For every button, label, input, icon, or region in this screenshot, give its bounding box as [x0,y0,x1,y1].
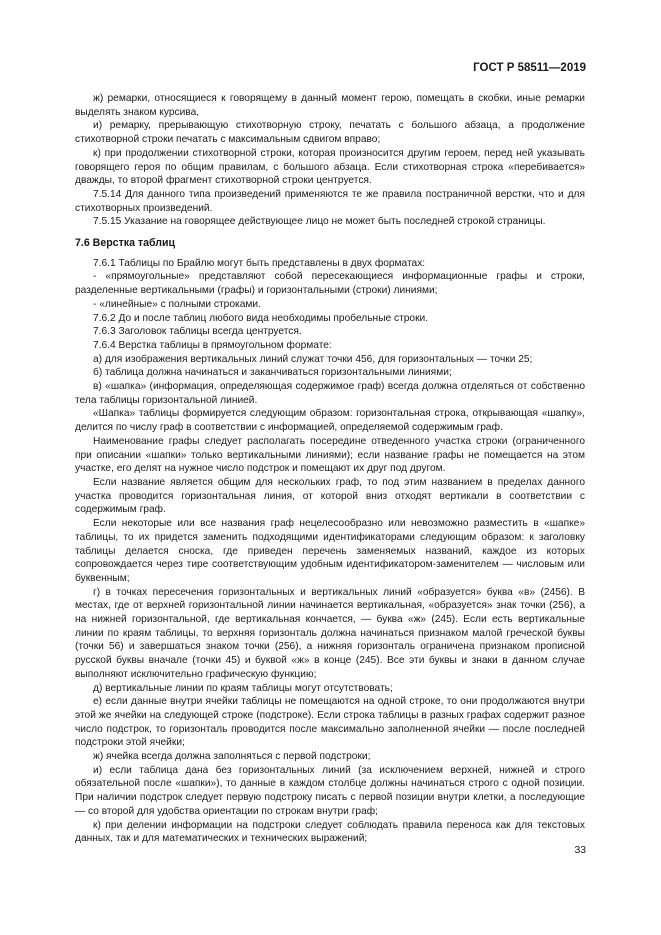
paragraph: а) для изображения вертикальных линий служат точки 456, для горизонтальных — точки 25; [93,353,533,365]
paragraph: 7.6.4 Верстка таблицы в прямоугольном формате: [93,339,332,351]
paragraph: и) если таблица дана без горизонтальных линий (за исключением верхней, нижней и строго обязательной после «шапки»), то данные в каждом столбце должны начинаться строго с одной позиции. При наличии подстрок следует первую подстроку писать с первой позиции внутри клетки, а последующие — со второй для удобства ориентации по строкам внутри граф; [75,764,585,817]
paragraph: 7.6.2 До и после таблиц любого вида необходимы пробельные строки. [93,312,429,324]
paragraph: ж) ремарки, относящиеся к говорящему в данный момент герою, помещать в скобки, иные ремарки выделять знаком курсива, [75,93,585,118]
paragraph: 7.5.15 Указание на говорящее действующее лицо не может быть последней строкой страницы. [93,216,546,228]
paragraph: - «прямоугольные» представляют собой пересекающиеся информационные графы и строки, разделенные вертикальными (графы) и горизонтальными (строки) линиями; [75,271,585,297]
paragraph: 7.6.1 Таблицы по Брайлю могут быть представлены в двух форматах: [93,257,426,269]
paragraph: «Шапка» таблицы формируется следующим образом: горизонтальная строка, открывающая «шапку», делится по числу граф в соответствии с информацией, определяемой содержимым граф. [75,408,585,434]
paragraph: в) «шапка» (информация, определяющая содержимое граф) всегда должна отделяться от собственно тела таблицы горизонтальной линией. [75,381,585,406]
paragraph: Если некоторые или все названия граф нецелесообразно или невозможно разместить в «шапке» таблицы, то их придется заменить подходящими идентификаторами следующим образом: к заголовку таблицы делается сноска, где приведен перечень заменяемых названий, каждое из которых сопровождается через тире соответствующим удобным идентификатором-заменителем — числовым или буквенным; [75,518,585,584]
paragraph: - «линейные» с полными строками. [93,298,261,310]
paragraph: 7.6.3 Заголовок таблицы всегда центруется. [93,326,302,338]
paragraphs-after [75,257,585,846]
paragraph: г) в точках пересечения горизонтальных и вертикальных линий «образуется» буква «в» (2456). В местах, где от верхней горизонтальной линии начинается вертикальная, «образуется» знак точки (256), а на нижней горизонтальной, где вертикальная кончается, — буква «ж» (245). Если есть вертикальные линии по краям таблицы, то верхняя горизонталь должна начинаться признаком малой греческой буквы (точки 56) и завершаться знаком точки (256), а нижняя горизонталь ограничена признаком прописной русской буквы вначале (точки 45) и буквой «ж» в конце (245). Все эти буквы и знаки в данном случае выполняют исключительно графическую функцию; [75,586,585,680]
page-body [75,92,585,846]
paragraph: ж) ячейка всегда должна заполняться с первой подстроки; [93,751,371,763]
paragraph: Если название является общим для нескольких граф, то под этим названием в пределах данного участка проводится горизонтальная линия, от которой вниз отходят вертикали в соответствии с содержимым граф. [75,476,585,516]
section-heading: 7.6 Верстка таблиц [75,237,176,250]
document-code: ГОСТ Р 58511—2019 [473,62,586,74]
paragraph: и) ремарку, прерывающую стихотворную строку, печатать с большого абзаца, а продолжение стихотворной строки печатать с максимальным сдвигом вправо; [75,120,585,146]
paragraph: к) при продолжении стихотворной строки, которая произносится другим героем, перед ней указывать говорящего героя по общим правилам, с большого абзаца. Если стихотворная строка «перебивается» дважды, то второй фрагмент стихотворной строки центруется. [75,147,585,187]
paragraph: Наименование графы следует располагать посередине отведенного участка строки (ограниченного при описании «шапки» только вертикальными линиями); если название графы не помещается на этом участке, его делят на нужное число подстрок и помещают их друг под другом. [75,435,585,475]
paragraph: б) таблица должна начинаться и заканчиваться горизонтальными линиями; [93,367,452,379]
paragraph: д) вертикальные линии по краям таблицы могут отсутствовать; [93,682,393,694]
paragraph: 7.5.14 Для данного типа произведений применяются те же правила постраничной верстки, что и для стихотворных произведений. [75,188,585,214]
paragraph: е) если данные внутри ячейки таблицы не помещаются на одной строке, то они продолжаются внутри этой же ячейки на следующей строке (подстроке). Если строка таблицы в разных графах содержит разное число подстрок, то горизонталь проводится после максимально заполненной ячейки — после последней подстроки этой ячейки; [75,696,585,749]
page-number: 33 [574,845,586,856]
paragraph: к) при делении информации на подстроки следует соблюдать правила переноса как для текстовых данных, так и для математических и технических выражений; [75,819,585,845]
paragraphs-before [75,92,585,229]
